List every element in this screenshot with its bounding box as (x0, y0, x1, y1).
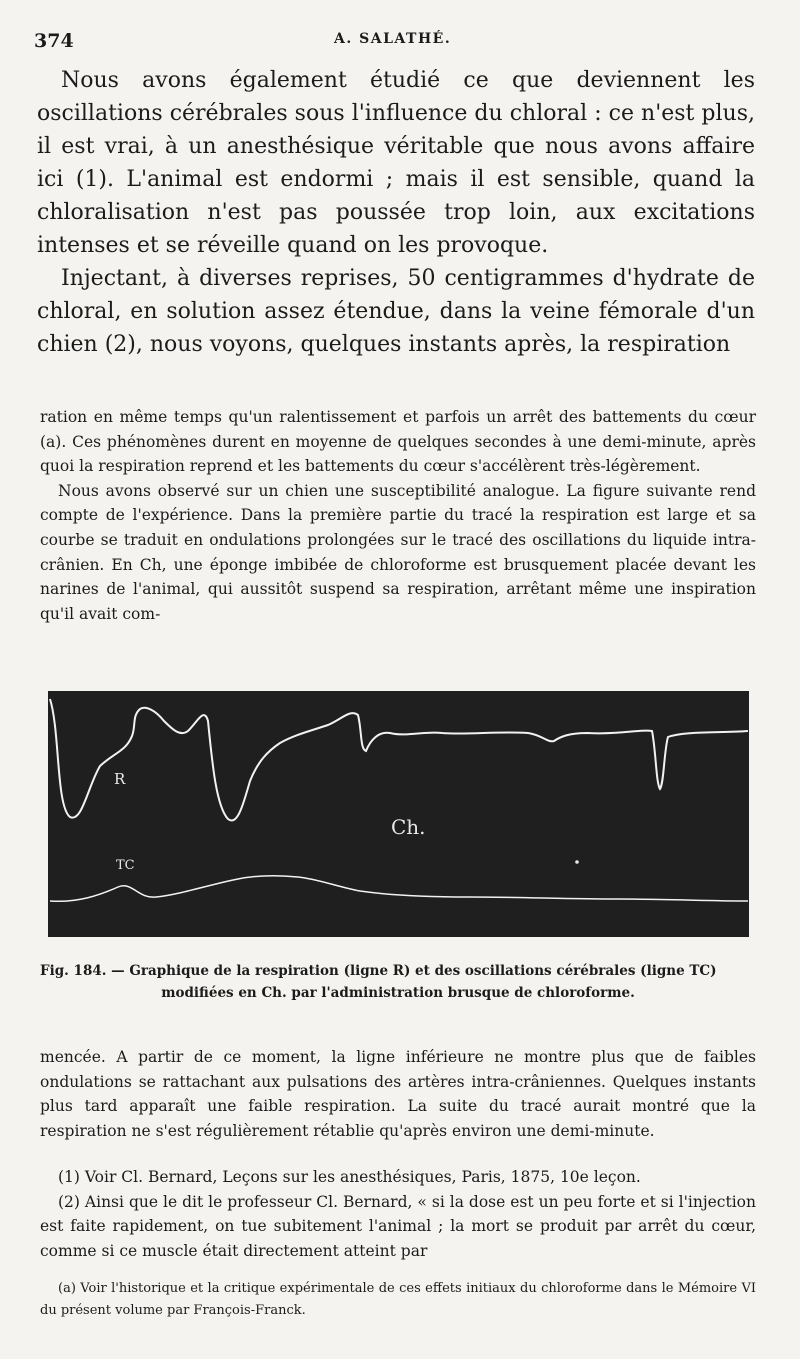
figure-caption (40, 960, 756, 1004)
footnote-a-block (40, 1278, 756, 1322)
paragraph-injection: Injectant, à diverses reprises, 50 centigrammes d'hydrate de chloral, en solution assez étendue, dans la veine fémorale d'un chien (2), nous voyons, quelques instants après, la respiration (37, 266, 755, 357)
figure-184-tracing (48, 691, 749, 937)
footnote-a: (a) Voir l'historique et la critique expérimentale de ces effets initiaux du chloroforme dans le Mémoire VI du présent volume par François-Franck. (40, 1281, 756, 1318)
cerebral-oscillation-trace-tc (50, 876, 748, 902)
after-figure-text-block (40, 1045, 756, 1143)
trace-speck (575, 860, 579, 864)
continuation-text-block (40, 405, 756, 626)
footnotes (40, 1165, 756, 1263)
label-tc: TC (116, 858, 135, 873)
caption-line-1: Fig. 184. — Graphique de la respiration (ligne R) et des oscillations cérébrales (ligne TC) (40, 963, 717, 979)
paragraph-after-figure: mencée. A partir de ce moment, la ligne inférieure ne montre plus que de faibles ondulations se rattachant aux pulsations des artères intra-crâniennes. Quelques instants plus tard apparaît une faible respiration. La suite du tracé aurait montré que la respiration ne s'est régulièrement rétablie qu'après environ une demi-minute. (40, 1048, 756, 1140)
running-head: A. SALATHÉ. (334, 31, 452, 47)
upper-text-block (37, 64, 755, 361)
footnote-1: (1) Voir Cl. Bernard, Leçons sur les anesthésiques, Paris, 1875, 10e leçon. (58, 1168, 641, 1186)
respiration-trace-r (50, 699, 748, 820)
label-ch: Ch. (391, 815, 426, 839)
paragraph-continuation: ration en même temps qu'un ralentissement et parfois un arrêt des battements du cœur (a). Ces phénomènes durent en moyenne de quelques secondes à une demi-minute, après quoi la respiration reprend et les battements du cœur s'accélèrent très-légèrement. (40, 408, 756, 476)
paragraph-chloral-intro: Nous avons également étudié ce que deviennent les oscillations cérébrales sous l'influence du chloral : ce n'est plus, il est vrai, à un anesthésique véritable que nous avons affaire ici (1). L'animal est endormi ; mais il est sensible, quand la chloralisation n'est pas poussée trop loin, aux excitations intenses et se réveille quand on les provoque. (37, 68, 755, 258)
caption-line-2: modifiées en Ch. par l'administration brusque de chloroforme. (161, 985, 635, 1001)
paragraph-observation: Nous avons observé sur un chien une susceptibilité analogue. La figure suivante rend compte de l'expérience. Dans la première partie du tracé la respiration est large et sa courbe se traduit en ondulations prolongées sur le tracé des oscillations du liquide intra-crânien. En Ch, une éponge imbibée de chloroforme est brusquement placée devant les narines de l'animal, qui aussitôt suspend sa respiration, arrêtant même une inspiration qu'il avait com- (40, 481, 756, 623)
footnote-2: (2) Ainsi que le dit le professeur Cl. Bernard, « si la dose est un peu forte et si l'injection est faite rapidement, on tue subitement l'animal ; la mort se produit par arrêt du cœur, comme si ce muscle était directement atteint par (40, 1192, 756, 1260)
page-number: 374 (34, 30, 74, 52)
tracing-plot (48, 691, 749, 937)
label-r: R (114, 770, 126, 788)
